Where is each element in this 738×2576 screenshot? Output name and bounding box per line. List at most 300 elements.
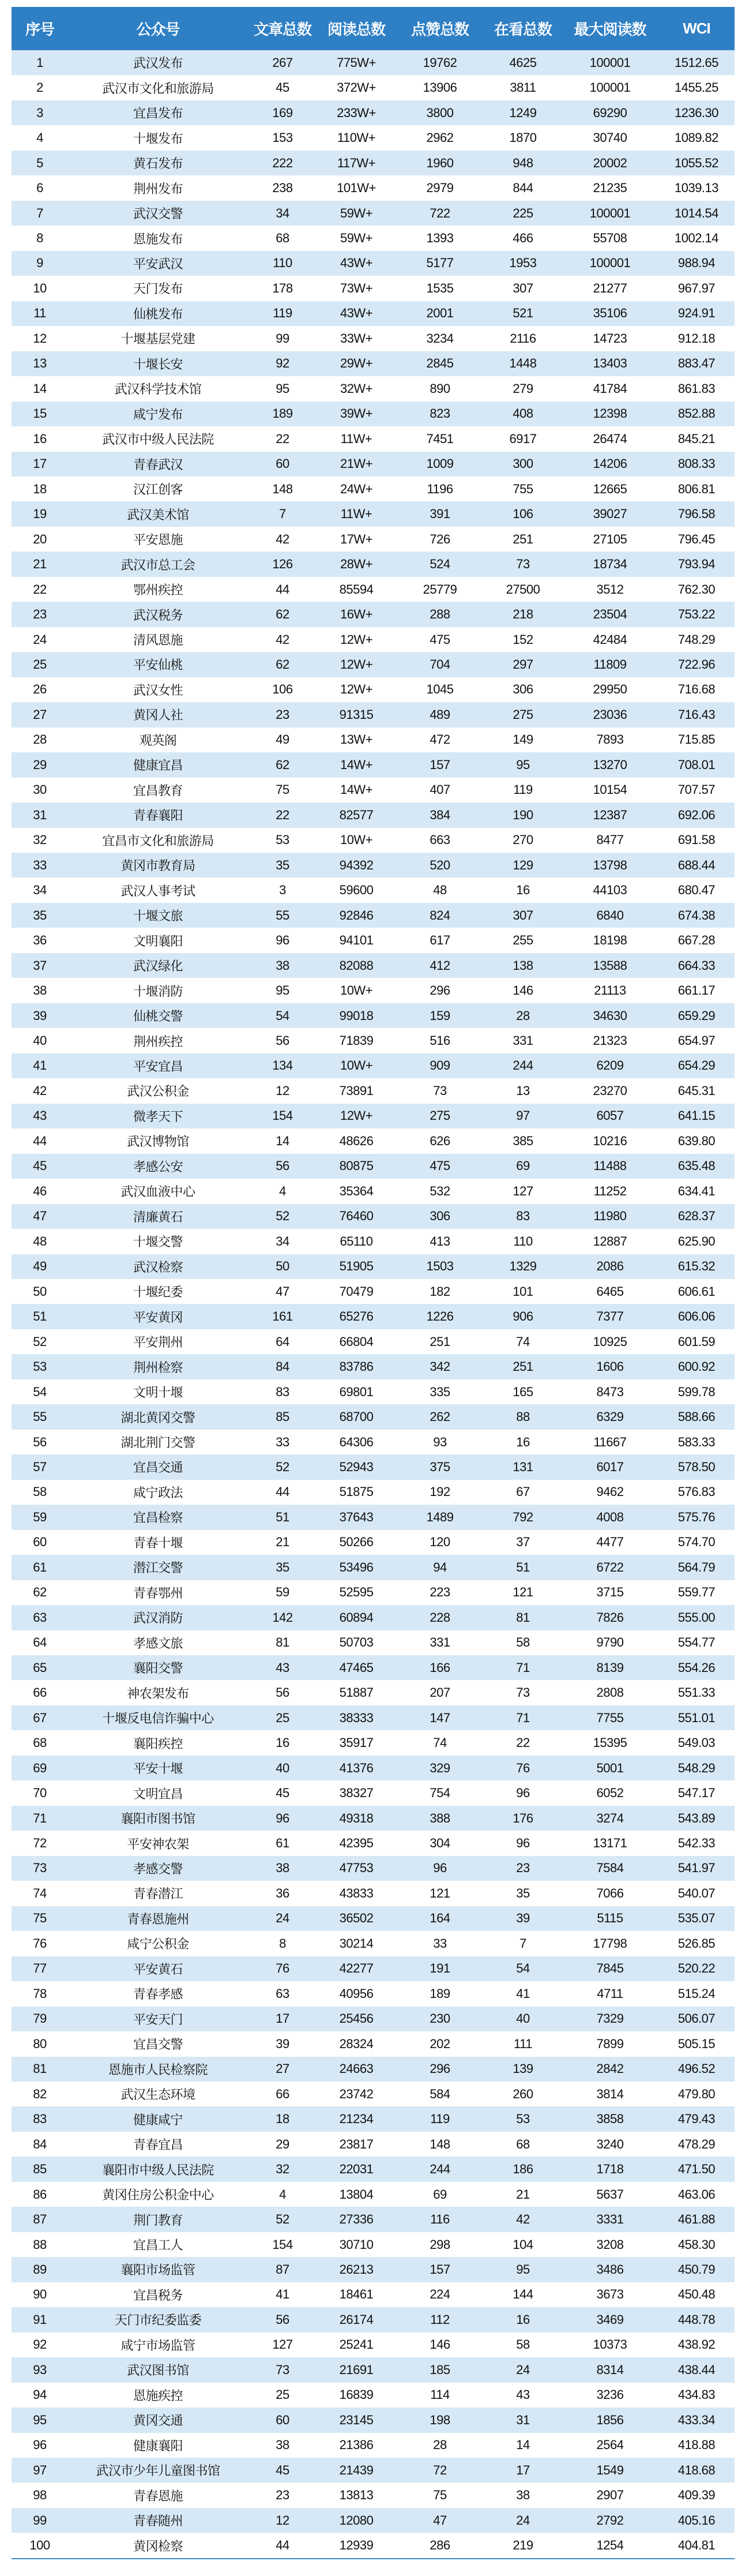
wci-cell: 924.91 xyxy=(658,301,735,326)
account-cell: 襄阳交警 xyxy=(68,1655,248,1680)
wci-cell: 458.30 xyxy=(658,2232,735,2257)
wci-cell: 564.79 xyxy=(658,1555,735,1580)
table-row xyxy=(12,1304,735,1329)
account-cell: 武汉绿化 xyxy=(68,953,248,978)
wci-cell: 575.76 xyxy=(658,1505,735,1529)
table-row xyxy=(12,1931,735,1956)
articles-cell: 96 xyxy=(248,928,317,953)
account-cell: 孝感交警 xyxy=(68,1856,248,1881)
rank-cell: 88 xyxy=(12,2232,68,2257)
articles-cell: 75 xyxy=(248,778,317,803)
likes-cell: 722 xyxy=(396,201,484,226)
header-account: 公众号 xyxy=(68,7,248,50)
reads-cell: 39W+ xyxy=(317,402,396,426)
account-cell: 宜昌税务 xyxy=(68,2282,248,2307)
watching-cell: 71 xyxy=(484,1705,562,1730)
watching-cell: 1329 xyxy=(484,1254,562,1279)
likes-cell: 185 xyxy=(396,2357,484,2382)
reads-cell: 85594 xyxy=(317,577,396,602)
table-row xyxy=(12,677,735,702)
rank-cell: 78 xyxy=(12,1981,68,2006)
reads-cell: 43W+ xyxy=(317,301,396,326)
table-row xyxy=(12,878,735,902)
articles-cell: 87 xyxy=(248,2257,317,2282)
watching-cell: 131 xyxy=(484,1454,562,1479)
table-row xyxy=(12,426,735,451)
likes-cell: 520 xyxy=(396,853,484,878)
max-reads-cell: 2792 xyxy=(562,2508,658,2533)
likes-cell: 663 xyxy=(396,828,484,853)
likes-cell: 388 xyxy=(396,1806,484,1831)
max-reads-cell: 3486 xyxy=(562,2257,658,2282)
account-cell: 黄冈住房公积金中心 xyxy=(68,2182,248,2207)
rank-cell: 23 xyxy=(12,602,68,627)
likes-cell: 75 xyxy=(396,2483,484,2507)
wci-cell: 762.30 xyxy=(658,577,735,602)
reads-cell: 35917 xyxy=(317,1730,396,1755)
wci-ranking-table xyxy=(12,7,735,2559)
articles-cell: 44 xyxy=(248,577,317,602)
wci-cell: 576.83 xyxy=(658,1480,735,1505)
account-cell: 宜昌工人 xyxy=(68,2232,248,2257)
likes-cell: 25779 xyxy=(396,577,484,602)
max-reads-cell: 3331 xyxy=(562,2207,658,2232)
table-row xyxy=(12,2333,735,2357)
likes-cell: 69 xyxy=(396,2182,484,2207)
reads-cell: 37643 xyxy=(317,1505,396,1529)
articles-cell: 99 xyxy=(248,326,317,351)
table-header-row xyxy=(12,7,735,50)
rank-cell: 86 xyxy=(12,2182,68,2207)
account-cell: 青春宜昌 xyxy=(68,2132,248,2157)
articles-cell: 52 xyxy=(248,2207,317,2232)
wci-cell: 793.94 xyxy=(658,552,735,576)
articles-cell: 32 xyxy=(248,2157,317,2181)
table-row xyxy=(12,577,735,602)
max-reads-cell: 30740 xyxy=(562,125,658,150)
articles-cell: 18 xyxy=(248,2106,317,2131)
watching-cell: 24 xyxy=(484,2357,562,2382)
max-reads-cell: 100001 xyxy=(562,75,658,100)
max-reads-cell: 2086 xyxy=(562,1254,658,1279)
account-cell: 平安武汉 xyxy=(68,251,248,276)
articles-cell: 85 xyxy=(248,1404,317,1429)
reads-cell: 30214 xyxy=(317,1931,396,1956)
watching-cell: 39 xyxy=(484,1906,562,1931)
likes-cell: 286 xyxy=(396,2533,484,2558)
wci-cell: 661.17 xyxy=(658,978,735,1003)
table-row xyxy=(12,978,735,1003)
rank-cell: 79 xyxy=(12,2007,68,2031)
watching-cell: 119 xyxy=(484,778,562,803)
rank-cell: 87 xyxy=(12,2207,68,2232)
table-row xyxy=(12,1128,735,1153)
likes-cell: 13906 xyxy=(396,75,484,100)
max-reads-cell: 41784 xyxy=(562,376,658,401)
wci-cell: 808.33 xyxy=(658,452,735,477)
wci-cell: 716.68 xyxy=(658,677,735,702)
rank-cell: 20 xyxy=(12,527,68,552)
reads-cell: 60894 xyxy=(317,1605,396,1630)
account-cell: 荆州发布 xyxy=(68,175,248,200)
reads-cell: 29W+ xyxy=(317,351,396,376)
account-cell: 宜昌检察 xyxy=(68,1505,248,1529)
watching-cell: 17 xyxy=(484,2458,562,2483)
watching-cell: 73 xyxy=(484,552,562,576)
wci-cell: 540.07 xyxy=(658,1881,735,1906)
rank-cell: 34 xyxy=(12,878,68,902)
rank-cell: 45 xyxy=(12,1154,68,1179)
account-cell: 武汉生态环境 xyxy=(68,2082,248,2106)
reads-cell: 12080 xyxy=(317,2508,396,2533)
table-row xyxy=(12,1003,735,1028)
account-cell: 恩施发布 xyxy=(68,226,248,250)
likes-cell: 1393 xyxy=(396,226,484,250)
max-reads-cell: 14206 xyxy=(562,452,658,477)
account-cell: 襄阳疾控 xyxy=(68,1730,248,1755)
articles-cell: 45 xyxy=(248,1780,317,1805)
wci-cell: 599.78 xyxy=(658,1379,735,1404)
account-cell: 荆门教育 xyxy=(68,2207,248,2232)
wci-cell: 796.58 xyxy=(658,501,735,526)
account-cell: 武汉女性 xyxy=(68,677,248,702)
articles-cell: 34 xyxy=(248,1229,317,1254)
watching-cell: 307 xyxy=(484,276,562,301)
rank-cell: 46 xyxy=(12,1179,68,1203)
articles-cell: 134 xyxy=(248,1053,317,1078)
max-reads-cell: 3673 xyxy=(562,2282,658,2307)
header-rank: 序号 xyxy=(12,7,68,50)
max-reads-cell: 6840 xyxy=(562,903,658,928)
wci-cell: 434.83 xyxy=(658,2383,735,2408)
likes-cell: 2979 xyxy=(396,175,484,200)
reads-cell: 24663 xyxy=(317,2057,396,2082)
rank-cell: 56 xyxy=(12,1430,68,1454)
articles-cell: 25 xyxy=(248,2383,317,2408)
max-reads-cell: 7584 xyxy=(562,1856,658,1881)
account-cell: 荆州检察 xyxy=(68,1354,248,1379)
wci-cell: 551.33 xyxy=(658,1680,735,1705)
likes-cell: 516 xyxy=(396,1028,484,1053)
table-row xyxy=(12,2031,735,2056)
articles-cell: 52 xyxy=(248,1204,317,1229)
table-row xyxy=(12,2007,735,2031)
wci-cell: 635.48 xyxy=(658,1154,735,1179)
table-row xyxy=(12,1505,735,1529)
likes-cell: 5177 xyxy=(396,251,484,276)
reads-cell: 14W+ xyxy=(317,778,396,803)
likes-cell: 375 xyxy=(396,1454,484,1479)
likes-cell: 342 xyxy=(396,1354,484,1379)
articles-cell: 35 xyxy=(248,853,317,878)
articles-cell: 50 xyxy=(248,1254,317,1279)
watching-cell: 95 xyxy=(484,752,562,777)
max-reads-cell: 55708 xyxy=(562,226,658,250)
wci-cell: 549.03 xyxy=(658,1730,735,1755)
likes-cell: 331 xyxy=(396,1630,484,1655)
max-reads-cell: 5001 xyxy=(562,1756,658,1780)
likes-cell: 824 xyxy=(396,903,484,928)
watching-cell: 4625 xyxy=(484,50,562,75)
articles-cell: 189 xyxy=(248,402,317,426)
watching-cell: 385 xyxy=(484,1128,562,1153)
rank-cell: 71 xyxy=(12,1806,68,1831)
account-cell: 恩施市人民检察院 xyxy=(68,2057,248,2082)
articles-cell: 142 xyxy=(248,1605,317,1630)
account-cell: 咸宁发布 xyxy=(68,402,248,426)
table-row xyxy=(12,1730,735,1755)
max-reads-cell: 7893 xyxy=(562,728,658,752)
wci-cell: 628.37 xyxy=(658,1204,735,1229)
wci-cell: 748.29 xyxy=(658,627,735,652)
table-row xyxy=(12,1154,735,1179)
watching-cell: 43 xyxy=(484,2383,562,2408)
reads-cell: 40956 xyxy=(317,1981,396,2006)
articles-cell: 59 xyxy=(248,1580,317,1605)
wci-cell: 418.68 xyxy=(658,2458,735,2483)
rank-cell: 90 xyxy=(12,2282,68,2307)
table-row xyxy=(12,376,735,401)
table-row xyxy=(12,1404,735,1429)
reads-cell: 47465 xyxy=(317,1655,396,1680)
articles-cell: 62 xyxy=(248,652,317,677)
account-cell: 平安神农架 xyxy=(68,1831,248,1855)
account-cell: 清廉黄石 xyxy=(68,1204,248,1229)
reads-cell: 50703 xyxy=(317,1630,396,1655)
reads-cell: 59W+ xyxy=(317,226,396,250)
reads-cell: 27336 xyxy=(317,2207,396,2232)
max-reads-cell: 39027 xyxy=(562,501,658,526)
account-cell: 清风恩施 xyxy=(68,627,248,652)
watching-cell: 190 xyxy=(484,803,562,827)
wci-cell: 554.77 xyxy=(658,1630,735,1655)
rank-cell: 4 xyxy=(12,125,68,150)
account-cell: 健康咸宁 xyxy=(68,2106,248,2131)
likes-cell: 726 xyxy=(396,527,484,552)
table-row xyxy=(12,1179,735,1203)
articles-cell: 81 xyxy=(248,1630,317,1655)
articles-cell: 106 xyxy=(248,677,317,702)
wci-cell: 554.26 xyxy=(658,1655,735,1680)
rank-cell: 33 xyxy=(12,853,68,878)
rank-cell: 16 xyxy=(12,426,68,451)
account-cell: 武汉公积金 xyxy=(68,1078,248,1103)
wci-cell: 438.92 xyxy=(658,2333,735,2357)
max-reads-cell: 6057 xyxy=(562,1104,658,1128)
account-cell: 十堰交警 xyxy=(68,1229,248,1254)
articles-cell: 45 xyxy=(248,75,317,100)
account-cell: 恩施疾控 xyxy=(68,2383,248,2408)
rank-cell: 38 xyxy=(12,978,68,1003)
table-row xyxy=(12,527,735,552)
likes-cell: 1196 xyxy=(396,477,484,501)
rank-cell: 100 xyxy=(12,2533,68,2558)
rank-cell: 7 xyxy=(12,201,68,226)
rank-cell: 50 xyxy=(12,1279,68,1304)
watching-cell: 16 xyxy=(484,1430,562,1454)
likes-cell: 96 xyxy=(396,1856,484,1881)
watching-cell: 225 xyxy=(484,201,562,226)
table-row xyxy=(12,828,735,853)
watching-cell: 83 xyxy=(484,1204,562,1229)
likes-cell: 33 xyxy=(396,1931,484,1956)
max-reads-cell: 18734 xyxy=(562,552,658,576)
table-row xyxy=(12,1254,735,1279)
articles-cell: 34 xyxy=(248,201,317,226)
account-cell: 十堰纪委 xyxy=(68,1279,248,1304)
reads-cell: 26213 xyxy=(317,2257,396,2282)
reads-cell: 32W+ xyxy=(317,376,396,401)
max-reads-cell: 100001 xyxy=(562,251,658,276)
articles-cell: 42 xyxy=(248,627,317,652)
reads-cell: 101W+ xyxy=(317,175,396,200)
watching-cell: 176 xyxy=(484,1806,562,1831)
reads-cell: 12W+ xyxy=(317,677,396,702)
rank-cell: 75 xyxy=(12,1906,68,1931)
account-cell: 青春襄阳 xyxy=(68,803,248,827)
max-reads-cell: 9462 xyxy=(562,1480,658,1505)
reads-cell: 10W+ xyxy=(317,978,396,1003)
max-reads-cell: 21323 xyxy=(562,1028,658,1053)
reads-cell: 68700 xyxy=(317,1404,396,1429)
table-row xyxy=(12,2508,735,2533)
max-reads-cell: 26474 xyxy=(562,426,658,451)
articles-cell: 14 xyxy=(248,1128,317,1153)
articles-cell: 21 xyxy=(248,1530,317,1555)
table-row xyxy=(12,351,735,376)
account-cell: 平安天门 xyxy=(68,2007,248,2031)
account-cell: 青春孝感 xyxy=(68,1981,248,2006)
max-reads-cell: 23036 xyxy=(562,702,658,727)
likes-cell: 157 xyxy=(396,2257,484,2282)
wci-cell: 606.61 xyxy=(658,1279,735,1304)
account-cell: 黄冈市教育局 xyxy=(68,853,248,878)
max-reads-cell: 7329 xyxy=(562,2007,658,2031)
rank-cell: 91 xyxy=(12,2307,68,2332)
table-row xyxy=(12,2132,735,2157)
articles-cell: 56 xyxy=(248,1154,317,1179)
watching-cell: 129 xyxy=(484,853,562,878)
account-cell: 鄂州疾控 xyxy=(68,577,248,602)
wci-cell: 659.29 xyxy=(658,1003,735,1028)
reads-cell: 21234 xyxy=(317,2106,396,2131)
account-cell: 孝感公安 xyxy=(68,1154,248,1179)
watching-cell: 255 xyxy=(484,928,562,953)
likes-cell: 1503 xyxy=(396,1254,484,1279)
articles-cell: 127 xyxy=(248,2333,317,2357)
watching-cell: 58 xyxy=(484,2333,562,2357)
max-reads-cell: 1254 xyxy=(562,2533,658,2558)
wci-cell: 479.80 xyxy=(658,2082,735,2106)
reads-cell: 47753 xyxy=(317,1856,396,1881)
account-cell: 十堰消防 xyxy=(68,978,248,1003)
table-row xyxy=(12,752,735,777)
account-cell: 青春武汉 xyxy=(68,452,248,477)
watching-cell: 127 xyxy=(484,1179,562,1203)
max-reads-cell: 21235 xyxy=(562,175,658,200)
rank-cell: 40 xyxy=(12,1028,68,1053)
table-row xyxy=(12,452,735,477)
watching-cell: 6917 xyxy=(484,426,562,451)
wci-cell: 664.33 xyxy=(658,953,735,978)
table-row xyxy=(12,1430,735,1454)
rank-cell: 24 xyxy=(12,627,68,652)
table-row xyxy=(12,1480,735,1505)
watching-cell: 307 xyxy=(484,903,562,928)
rank-cell: 43 xyxy=(12,1104,68,1128)
table-row xyxy=(12,1329,735,1354)
watching-cell: 408 xyxy=(484,402,562,426)
watching-cell: 104 xyxy=(484,2232,562,2257)
account-cell: 青春恩施州 xyxy=(68,1906,248,1931)
account-cell: 武汉博物馆 xyxy=(68,1128,248,1153)
account-cell: 武汉血液中心 xyxy=(68,1179,248,1203)
table-row xyxy=(12,1906,735,1931)
rank-cell: 36 xyxy=(12,928,68,953)
watching-cell: 41 xyxy=(484,1981,562,2006)
table-row xyxy=(12,2458,735,2483)
max-reads-cell: 6329 xyxy=(562,1404,658,1429)
reads-cell: 42277 xyxy=(317,1956,396,1981)
rank-cell: 15 xyxy=(12,402,68,426)
reads-cell: 52595 xyxy=(317,1580,396,1605)
articles-cell: 68 xyxy=(248,226,317,250)
table-row xyxy=(12,928,735,953)
reads-cell: 38327 xyxy=(317,1780,396,1805)
max-reads-cell: 12665 xyxy=(562,477,658,501)
articles-cell: 83 xyxy=(248,1379,317,1404)
rank-cell: 39 xyxy=(12,1003,68,1028)
likes-cell: 2001 xyxy=(396,301,484,326)
reads-cell: 71839 xyxy=(317,1028,396,1053)
wci-cell: 606.06 xyxy=(658,1304,735,1329)
reads-cell: 14W+ xyxy=(317,752,396,777)
table-row xyxy=(12,2106,735,2131)
watching-cell: 260 xyxy=(484,2082,562,2106)
table-row xyxy=(12,1354,735,1379)
likes-cell: 74 xyxy=(396,1730,484,1755)
table-row xyxy=(12,501,735,526)
table-row xyxy=(12,2533,735,2558)
account-cell: 黄石发布 xyxy=(68,151,248,175)
table-row xyxy=(12,251,735,276)
rank-cell: 37 xyxy=(12,953,68,978)
account-cell: 武汉市少年儿童图书馆 xyxy=(68,2458,248,2483)
account-cell: 平安黄冈 xyxy=(68,1304,248,1329)
watching-cell: 88 xyxy=(484,1404,562,1429)
likes-cell: 47 xyxy=(396,2508,484,2533)
rank-cell: 25 xyxy=(12,652,68,677)
articles-cell: 16 xyxy=(248,1730,317,1755)
watching-cell: 21 xyxy=(484,2182,562,2207)
likes-cell: 166 xyxy=(396,1655,484,1680)
wci-cell: 722.96 xyxy=(658,652,735,677)
wci-cell: 578.50 xyxy=(658,1454,735,1479)
likes-cell: 228 xyxy=(396,1605,484,1630)
wci-cell: 601.59 xyxy=(658,1329,735,1354)
reads-cell: 33W+ xyxy=(317,326,396,351)
account-cell: 武汉科学技术馆 xyxy=(68,376,248,401)
table-row xyxy=(12,953,735,978)
reads-cell: 91315 xyxy=(317,702,396,727)
articles-cell: 51 xyxy=(248,1505,317,1529)
watching-cell: 13 xyxy=(484,1078,562,1103)
articles-cell: 126 xyxy=(248,552,317,576)
max-reads-cell: 3858 xyxy=(562,2106,658,2131)
watching-cell: 22 xyxy=(484,1730,562,1755)
rank-cell: 10 xyxy=(12,276,68,301)
wci-cell: 479.43 xyxy=(658,2106,735,2131)
